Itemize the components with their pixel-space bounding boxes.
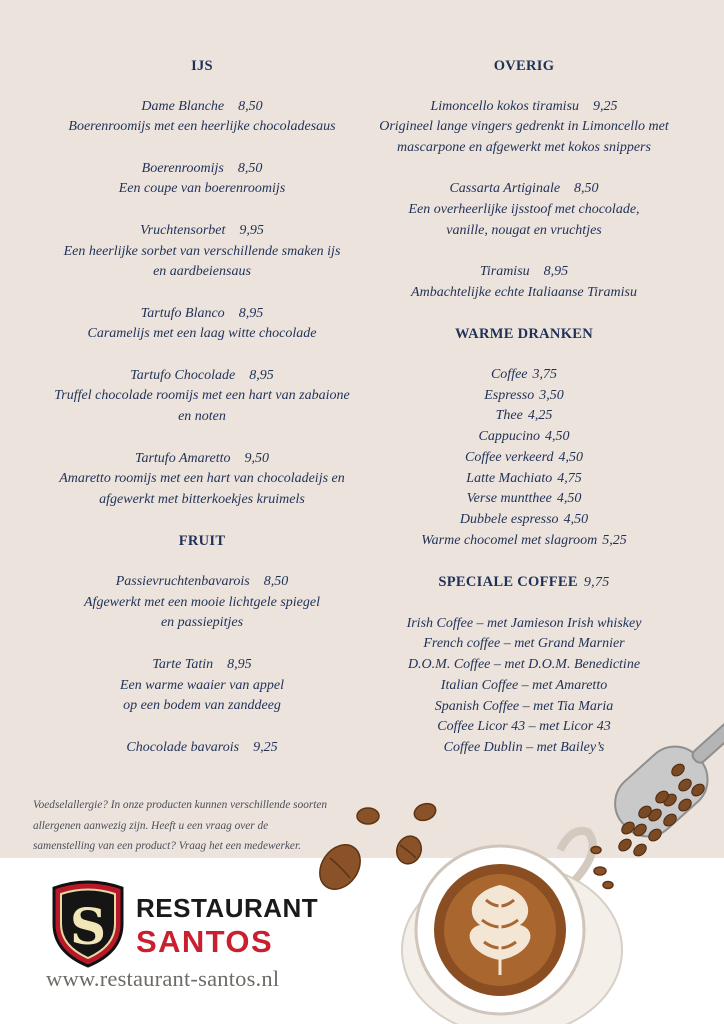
- drink-item: [362, 427, 686, 448]
- speciale-coffee-price: 9,75: [583, 575, 610, 591]
- item-price: 8,50: [263, 574, 289, 590]
- menu-item: [40, 655, 364, 676]
- logo-letter: S: [69, 897, 107, 956]
- drink-item: [362, 469, 686, 490]
- item-price: 8,50: [237, 160, 263, 176]
- allergy-notice: [33, 795, 353, 857]
- item-name: Tartufo Blanco: [140, 305, 225, 321]
- menu-item: [362, 97, 686, 118]
- right-column: [362, 56, 686, 759]
- drink-price: 4,75: [557, 470, 582, 486]
- drink-price: 4,50: [563, 511, 589, 527]
- drink-name: Coffee verkeerd: [465, 449, 554, 465]
- fruit-items: [40, 572, 364, 779]
- menu-item: [40, 221, 364, 242]
- website-link[interactable]: www.restaurant-santos.nl: [46, 966, 280, 991]
- item-price: 8,95: [249, 367, 274, 383]
- item-description: Caramelijs met een laag witte chocolade: [87, 326, 317, 342]
- item-description: Truffel chocolade roomijs met een hart van zabaione: [54, 388, 350, 404]
- overig-items: [362, 97, 686, 325]
- drink-name: Verse muntthee: [466, 491, 552, 507]
- drink-name: Espresso: [484, 387, 535, 403]
- item-description: Een heerlijke sorbet van verschillende smaken ijs: [63, 243, 341, 259]
- item-price: 8,50: [574, 181, 599, 197]
- menu-item: [40, 97, 364, 118]
- drink-item: [362, 448, 686, 469]
- special-coffee-item: French coffee – met Grand Marnier: [423, 636, 625, 652]
- menu-item: [40, 366, 364, 387]
- allergy-line: samenstelling van een product? Vraag het een medewerker.: [33, 840, 301, 852]
- section-heading-ijs: IJS: [191, 58, 213, 74]
- special-coffee-item: Coffee Licor 43 – met Licor 43: [437, 719, 611, 735]
- item-price: 8,95: [238, 305, 264, 321]
- brand-santos: SANTOS: [136, 924, 274, 959]
- item-name: Tartufo Chocolade: [130, 367, 236, 383]
- ijs-items: [40, 97, 364, 532]
- item-name: Passievruchtenbavarois: [115, 574, 250, 590]
- item-description: Een warme waaier van appel: [119, 677, 285, 693]
- item-description: mascarpone en afgewerkt met kokos snippers: [397, 140, 651, 156]
- item-description: en aardbeiensaus: [153, 264, 251, 280]
- drink-name: Warme chocomel met slagroom: [421, 532, 598, 548]
- drink-price: 4,50: [544, 429, 570, 445]
- drink-item: [362, 406, 686, 427]
- special-coffee-item: Spanish Coffee – met Tia Maria: [434, 698, 614, 714]
- drink-price: 3,75: [532, 367, 558, 383]
- drink-price: 3,50: [539, 387, 564, 403]
- menu-item: [40, 449, 364, 470]
- drink-item: [362, 386, 686, 407]
- item-description: Amaretto roomijs met een hart van chocoladeijs en: [59, 471, 345, 487]
- brand-restaurant: RESTAURANT: [136, 893, 319, 923]
- special-coffee-item: Italian Coffee – met Amaretto: [440, 677, 608, 693]
- drink-name: Thee: [495, 408, 523, 424]
- speciale-coffee-items: [362, 614, 686, 759]
- drink-name: Latte Machiato: [466, 470, 553, 486]
- item-name: Tarte Tatin: [152, 656, 214, 672]
- special-coffee-item: D.O.M. Coffee – met D.O.M. Benedictine: [407, 657, 641, 673]
- drink-price: 4,50: [556, 491, 582, 507]
- item-description: Origineel lange vingers gedrenkt in Limoncello met: [379, 119, 669, 135]
- item-description: Afgewerkt met een mooie lichtgele spiegel: [84, 594, 320, 610]
- item-name: Dame Blanche: [141, 98, 225, 114]
- item-price: 9,25: [593, 98, 618, 114]
- menu-item: [362, 179, 686, 200]
- speciale-coffee-title: SPECIALE COFFEE: [438, 574, 578, 591]
- drink-price: 5,25: [602, 532, 627, 548]
- item-price: 8,95: [543, 264, 569, 280]
- item-name: Tartufo Amaretto: [134, 450, 231, 466]
- drink-item: [362, 531, 686, 552]
- item-description: Een coupe van boerenroomijs: [118, 181, 286, 197]
- item-description: vanille, nougat en vruchtjes: [446, 222, 602, 238]
- drink-item: [362, 510, 686, 531]
- item-description: Boerenroomijs met een heerlijke chocoladesaus: [68, 119, 336, 135]
- drink-item: [362, 365, 686, 386]
- item-description: Een overheerlijke ijsstoof met chocolade,: [408, 202, 640, 218]
- item-price: 9,50: [244, 450, 270, 466]
- allergy-line: allergenen aanwezig zijn. Heeft u een vraag over de: [33, 819, 269, 832]
- section-heading-speciale-coffee: [362, 572, 686, 593]
- item-description: en noten: [178, 409, 226, 425]
- item-description: op een bodem van zanddeeg: [123, 698, 281, 714]
- menu-item: [40, 738, 364, 759]
- special-coffee-item: Coffee Dublin – met Bailey’s: [443, 739, 605, 755]
- section-heading-warme-dranken: WARME DRANKEN: [454, 326, 594, 343]
- drink-name: Coffee: [490, 367, 528, 383]
- section-heading-fruit: FRUIT: [178, 533, 226, 550]
- special-coffee-item: Irish Coffee – met Jamieson Irish whiskey: [406, 615, 642, 631]
- menu-item: [40, 304, 364, 325]
- drink-name: Dubbele espresso: [459, 511, 559, 527]
- item-name: Cassarta Artiginale: [449, 181, 561, 197]
- drink-name: Cappucino: [478, 429, 540, 445]
- item-name: Chocolade bavarois: [126, 739, 240, 755]
- drink-price: 4,50: [558, 449, 583, 465]
- item-description: Ambachtelijke echte Italiaanse Tiramisu: [411, 284, 637, 300]
- item-price: 9,25: [253, 739, 278, 755]
- warme-dranken-items: [362, 365, 686, 551]
- santos-shield-logo: [48, 880, 128, 968]
- item-name: Vruchtensorbet: [140, 222, 226, 238]
- section-heading-overig: OVERIG: [493, 58, 555, 74]
- item-price: 8,95: [227, 656, 252, 672]
- item-price: 9,95: [239, 222, 264, 238]
- allergy-line: Voedselallergie? In onze producten kunnen verschillende soorten: [33, 799, 328, 811]
- item-name: Tiramisu: [479, 264, 530, 280]
- item-name: Limoncello kokos tiramisu: [430, 98, 580, 114]
- item-price: 8,50: [238, 98, 263, 114]
- menu-item: [40, 572, 364, 593]
- item-name: Boerenroomijs: [141, 160, 224, 176]
- drink-item: [362, 489, 686, 510]
- menu-item: [362, 262, 686, 283]
- drink-price: 4,25: [527, 408, 553, 424]
- item-description: afgewerkt met bitterkoekjes kruimels: [99, 491, 305, 507]
- left-column: [40, 56, 364, 779]
- item-description: en passiepitjes: [160, 615, 244, 631]
- menu-item: [40, 159, 364, 180]
